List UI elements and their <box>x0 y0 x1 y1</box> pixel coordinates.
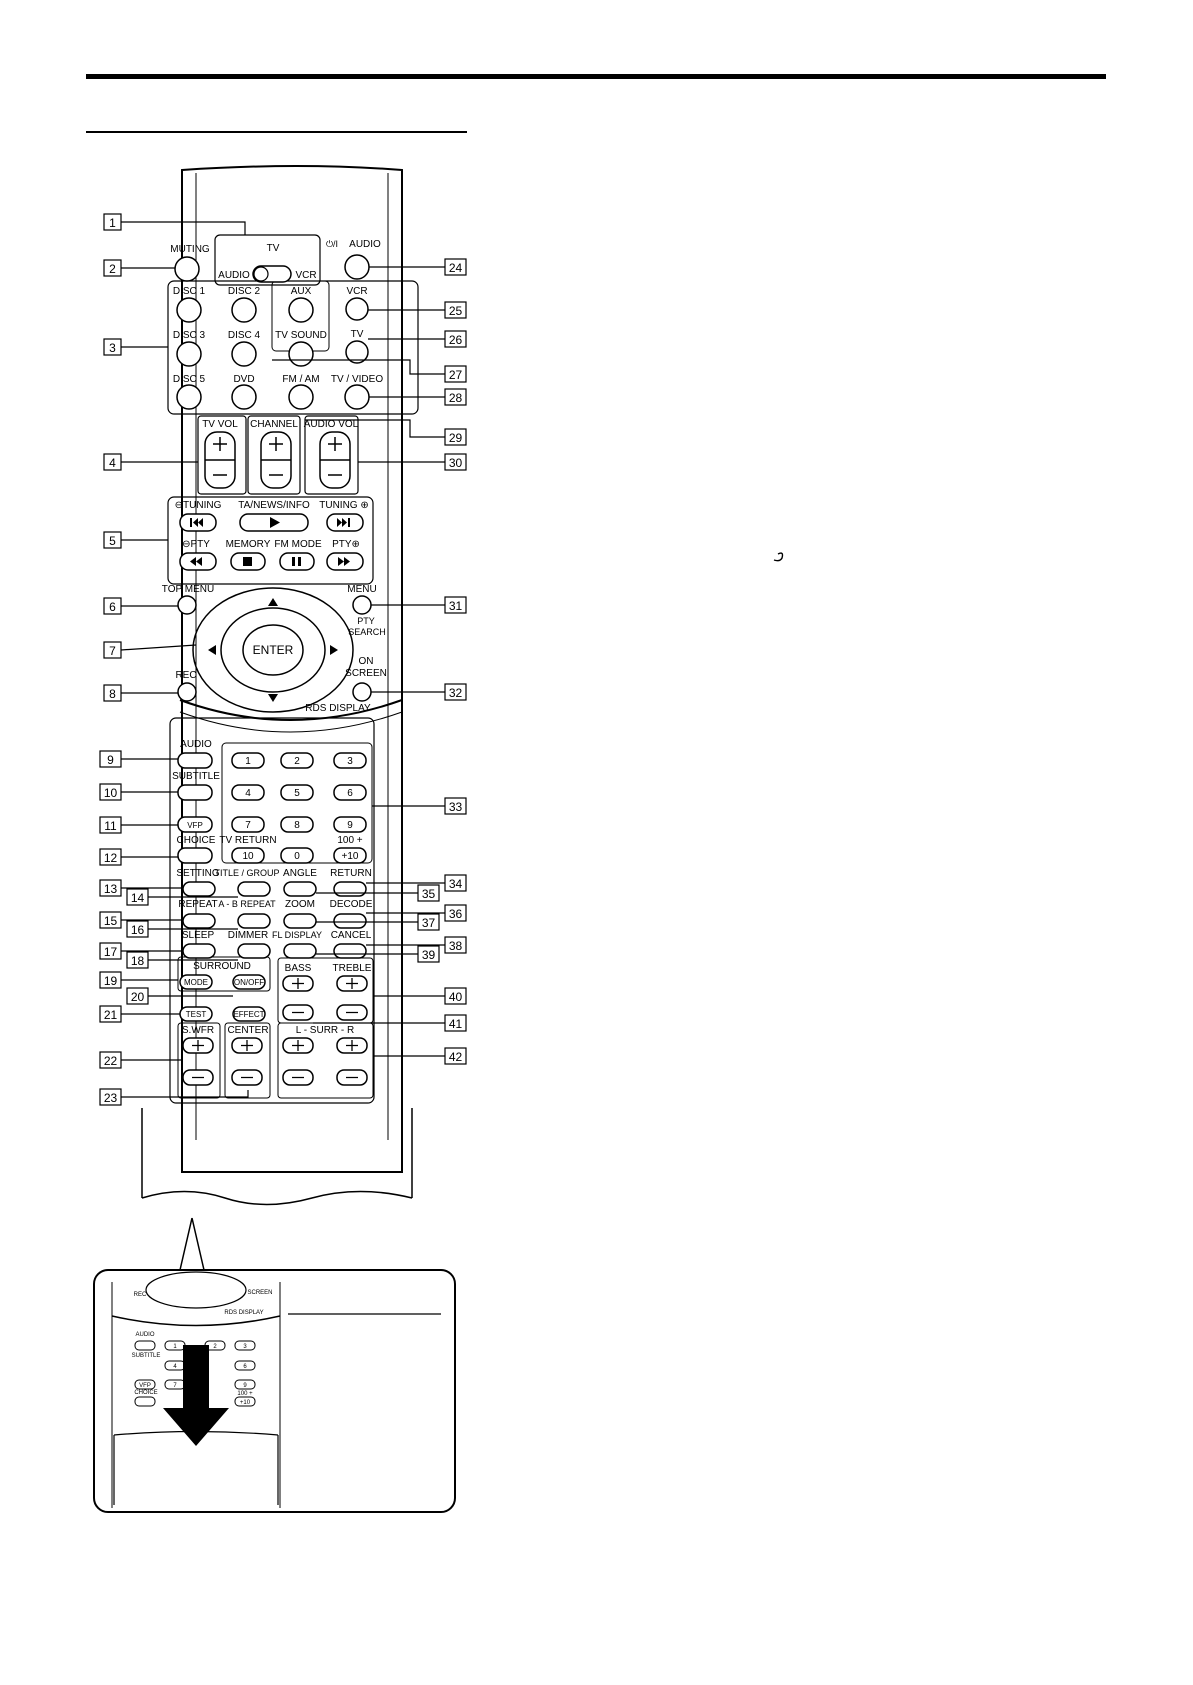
callout-7: 7 <box>109 644 116 658</box>
num-0-label: 0 <box>294 851 300 862</box>
power-symbol-label: ⏻/I <box>325 239 339 249</box>
disc2-label: DISC 2 <box>227 286 261 297</box>
return-label: RETURN <box>330 868 372 879</box>
callout-31: 31 <box>448 599 463 613</box>
disc1-button[interactable] <box>177 298 201 322</box>
callout-27: 27 <box>448 368 463 382</box>
zoom-label: ZOOM <box>285 899 315 910</box>
pty-up-label: PTY⊕ <box>332 539 360 550</box>
vcr-label: VCR <box>346 286 368 297</box>
callout-18: 18 <box>130 954 145 968</box>
disc5-label: DISC 5 <box>172 374 206 385</box>
num-8-label: 8 <box>294 820 300 831</box>
callout-30: 30 <box>448 456 463 470</box>
callout-17: 17 <box>103 945 118 959</box>
rds-display-label: RDS DISPLAY <box>305 703 371 714</box>
inset-plus10-label: +10 <box>239 1400 251 1406</box>
callout-33: 33 <box>448 800 463 814</box>
num-1-label: 1 <box>245 756 251 767</box>
callout-21: 21 <box>103 1008 118 1022</box>
disc3-button[interactable] <box>177 342 201 366</box>
title-group-label: TITLE / GROUP <box>214 868 280 878</box>
num-3-label: 3 <box>347 756 353 767</box>
angle-label: ANGLE <box>283 868 317 879</box>
center-label: CENTER <box>227 1025 269 1036</box>
right-arrow-icon[interactable] <box>330 645 338 655</box>
disc3-label: DISC 3 <box>172 330 206 341</box>
setting-label: SETTING <box>176 868 220 879</box>
callout-19: 19 <box>103 974 118 988</box>
selector-audio-label: AUDIO <box>218 270 250 281</box>
fm-mode-button[interactable] <box>280 553 314 570</box>
inset-num-9: 9 <box>243 1383 247 1389</box>
title-group-button[interactable] <box>238 882 270 896</box>
vcr-power-button[interactable] <box>346 298 368 320</box>
ab-repeat-label: A - B REPEAT <box>218 899 276 909</box>
callout-12: 12 <box>103 851 118 865</box>
test-label: TEST <box>185 1010 207 1019</box>
callout-boxes <box>100 214 466 1105</box>
decode-label: DECODE <box>329 899 373 910</box>
tv-sound-button[interactable] <box>289 342 313 366</box>
power-audio-label: AUDIO <box>349 239 381 250</box>
disc4-label: DISC 4 <box>227 330 261 341</box>
mode-label: MODE <box>184 978 208 987</box>
tv-video-button[interactable] <box>345 385 369 409</box>
num-2-label: 2 <box>294 756 300 767</box>
decode-button[interactable] <box>334 914 366 928</box>
subtitle-label: SUBTITLE <box>172 771 220 782</box>
fm-mode-label: FM MODE <box>274 539 322 550</box>
menu-button[interactable] <box>353 596 371 614</box>
section-rule <box>86 131 467 133</box>
inset-num-1: 1 <box>173 1344 177 1350</box>
inset-num-4: 4 <box>173 1364 177 1370</box>
callout-26: 26 <box>448 333 463 347</box>
repeat-button[interactable] <box>183 914 215 928</box>
tuning-up-label: TUNING ⊕ <box>319 500 369 511</box>
inset-rds-label: RDS DISPLAY <box>224 1310 264 1316</box>
aux-button[interactable] <box>289 298 313 322</box>
callout-23: 23 <box>103 1091 118 1105</box>
cancel-button[interactable] <box>334 944 366 958</box>
callout-1: 1 <box>109 216 116 230</box>
callout-13: 13 <box>103 882 118 896</box>
num-4-label: 4 <box>245 788 251 799</box>
num-7-label: 7 <box>245 820 251 831</box>
tuning-down-label: ⊖TUNING <box>174 500 222 511</box>
num-6-label: 6 <box>347 788 353 799</box>
callout-32: 32 <box>448 686 463 700</box>
effect-label: EFFECT <box>233 1010 265 1019</box>
return-button[interactable] <box>334 882 366 896</box>
pty-down-label: ⊖PTY <box>182 539 210 550</box>
treble-label: TREBLE <box>332 963 372 974</box>
fm-am-button[interactable] <box>289 385 313 409</box>
hundred-plus-label: 100 + <box>337 835 363 846</box>
surround-label: SURROUND <box>193 961 251 972</box>
sleep-button[interactable] <box>183 944 215 958</box>
vfp-label: VFP <box>187 821 203 830</box>
choice-button[interactable] <box>178 848 212 863</box>
callout-41: 41 <box>448 1017 463 1031</box>
disc2-button[interactable] <box>232 298 256 322</box>
callout-11: 11 <box>104 819 117 833</box>
callout-36: 36 <box>448 907 463 921</box>
screen-label: SCREEN <box>345 668 387 679</box>
up-arrow-icon[interactable] <box>268 598 278 606</box>
callout-28: 28 <box>448 391 463 405</box>
repeat-label: REPEAT <box>178 899 218 910</box>
audio-vol-label: AUDIO VOL <box>303 419 359 430</box>
memory-label: MEMORY <box>225 539 271 550</box>
subtitle-button[interactable] <box>178 785 212 800</box>
callout-29: 29 <box>448 431 463 445</box>
audio-button[interactable] <box>178 753 212 768</box>
on-screen-button[interactable] <box>353 683 371 701</box>
inset-panel <box>94 1218 455 1512</box>
inset-hundred-label: 100 + <box>237 1391 253 1397</box>
cancel-label: CANCEL <box>330 930 372 941</box>
channel-label: CHANNEL <box>250 419 298 430</box>
inset-num-6: 6 <box>243 1364 247 1370</box>
rec-button[interactable] <box>178 683 196 701</box>
choice-label: CHOICE <box>176 835 216 846</box>
tv-sound-label: TV SOUND <box>275 330 327 341</box>
callout-5: 5 <box>109 534 116 548</box>
setting-button[interactable] <box>183 882 215 896</box>
muting-label: MUTING <box>170 244 210 255</box>
num-plus10-label: +10 <box>341 851 359 862</box>
disc4-button[interactable] <box>232 342 256 366</box>
selector-vcr-label: VCR <box>295 270 317 281</box>
num-9-label: 9 <box>347 820 353 831</box>
top-rule <box>86 74 1106 79</box>
on-label: ON <box>358 656 374 667</box>
zoom-button[interactable] <box>284 914 316 928</box>
callout-24: 24 <box>448 261 463 275</box>
muting-button[interactable] <box>175 257 199 281</box>
selector-knob <box>254 267 268 281</box>
swfr-label: S.WFR <box>181 1025 215 1036</box>
callout-14: 14 <box>130 891 145 905</box>
callout-numbers <box>104 216 463 1105</box>
menu-label: MENU <box>347 584 377 595</box>
rec-label: REC <box>175 670 197 681</box>
fl-display-label: FL DISPLAY <box>271 930 323 940</box>
tv-vol-label: TV VOL <box>202 419 238 430</box>
stop-icon <box>243 557 252 566</box>
callout-6: 6 <box>109 600 116 614</box>
callout-4: 4 <box>109 456 116 470</box>
sleep-label: SLEEP <box>181 930 215 941</box>
callout-34: 34 <box>448 877 463 891</box>
dimmer-button[interactable] <box>238 944 270 958</box>
inset-choice-label: CHOICE <box>134 1390 158 1396</box>
audio-label: AUDIO <box>180 739 212 750</box>
callout-3: 3 <box>109 341 116 355</box>
ta-news-label: TA/NEWS/INFO <box>238 500 310 511</box>
callout-25: 25 <box>448 304 463 318</box>
pty-label: PTY <box>357 616 375 626</box>
callout-39: 39 <box>421 948 436 962</box>
inset-rec-label: REC <box>133 1292 147 1298</box>
dimmer-label: DIMMER <box>227 930 269 941</box>
ab-repeat-button[interactable] <box>238 914 270 928</box>
num-10-label: 10 <box>242 851 254 862</box>
audio-power-button[interactable] <box>345 255 369 279</box>
inset-subtitle-label: SUBTITLE <box>131 1353 161 1359</box>
callout-2: 2 <box>109 262 116 276</box>
callout-38: 38 <box>448 939 463 953</box>
inset-audio-label: AUDIO <box>135 1332 155 1338</box>
inset-screen-label: SCREEN <box>247 1290 273 1296</box>
inset-vfp-label: VFP <box>139 1383 151 1389</box>
inset-num-2: 2 <box>213 1344 217 1350</box>
callout-9: 9 <box>107 753 114 767</box>
inset-num-3: 3 <box>243 1344 247 1350</box>
fl-display-button[interactable] <box>284 944 316 958</box>
inset-num-7: 7 <box>173 1383 177 1389</box>
callout-37: 37 <box>421 916 436 930</box>
dvd-button[interactable] <box>232 385 256 409</box>
callout-16: 16 <box>130 923 145 937</box>
angle-button[interactable] <box>284 882 316 896</box>
enter-button[interactable]: ENTER <box>252 643 294 657</box>
on-off-label: ON/OFF <box>233 978 265 987</box>
callout-10: 10 <box>103 786 118 800</box>
selector-tv-label: TV <box>266 243 280 254</box>
callout-8: 8 <box>109 687 116 701</box>
dvd-label: DVD <box>233 374 255 385</box>
num-5-label: 5 <box>294 788 300 799</box>
callout-35: 35 <box>421 887 436 901</box>
fm-am-label: FM / AM <box>282 374 320 385</box>
down-arrow-icon[interactable] <box>268 694 278 702</box>
top-menu-label: TOP MENU <box>161 584 215 595</box>
left-arrow-icon[interactable] <box>208 645 216 655</box>
callout-22: 22 <box>103 1054 118 1068</box>
search-label: SEARCH <box>348 627 386 637</box>
callout-15: 15 <box>103 914 118 928</box>
callout-42: 42 <box>448 1050 463 1064</box>
lsurr-label: L - SURR - R <box>295 1025 355 1036</box>
tv-video-label: TV / VIDEO <box>330 374 384 385</box>
disc5-button[interactable] <box>177 385 201 409</box>
tv-label: TV <box>350 329 364 340</box>
disc1-label: DISC 1 <box>172 286 206 297</box>
return-glyph-icon <box>774 553 783 561</box>
aux-label: AUX <box>290 286 312 297</box>
callout-20: 20 <box>130 990 145 1004</box>
bass-label: BASS <box>284 963 312 974</box>
tv-return-label: TV RETURN <box>219 835 277 846</box>
callout-40: 40 <box>448 990 463 1004</box>
top-menu-button[interactable] <box>178 596 196 614</box>
